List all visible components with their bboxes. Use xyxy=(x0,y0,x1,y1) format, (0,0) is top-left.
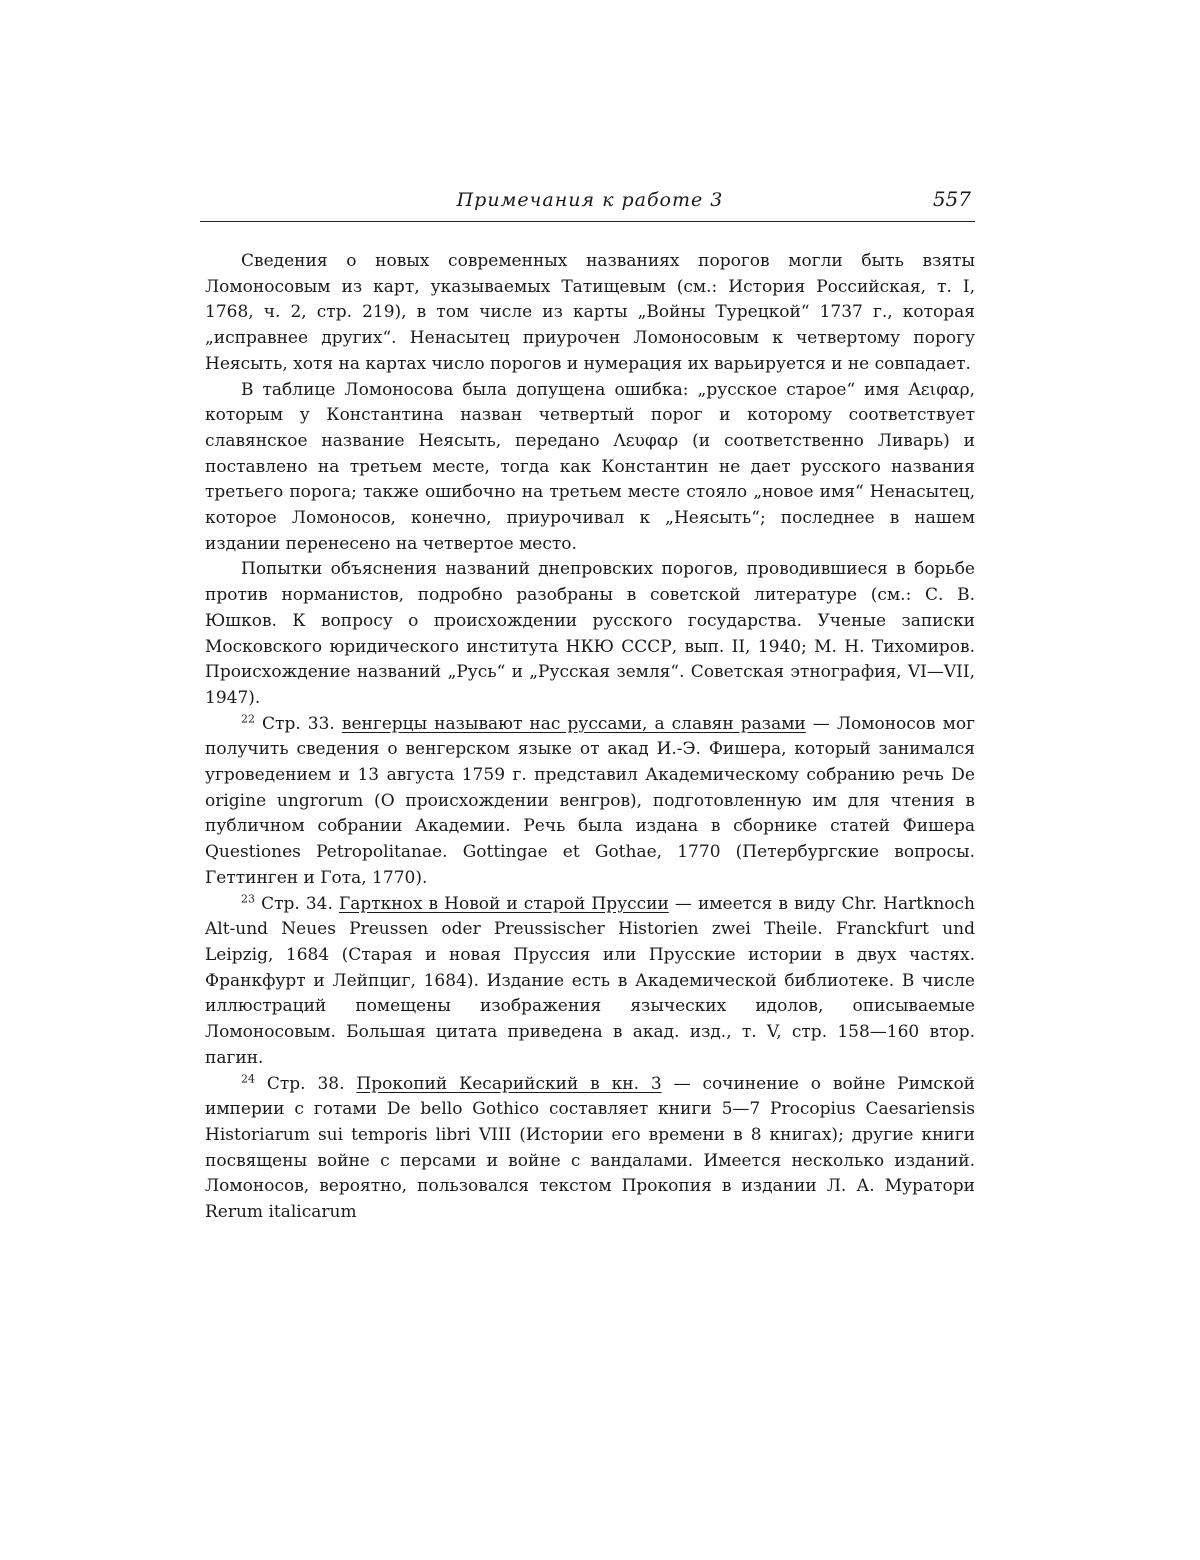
body-text xyxy=(205,249,975,1226)
running-title: Примечания к работе 3 xyxy=(205,189,975,211)
note-text: — сочинение о войне Римской империи с готами De bello Gothico составляет книги 5—7 Procopius Caesariensis Historiarum sui temporis libri VIII (Истории его времени в 8 книгах); другие книги посвящены войне с персами и войне с вандалами. Имеется несколько изданий. Ломоносов, вероятно, пользовался текстом Прокопия в издании Л. А. Муратори Rerum italicarum xyxy=(205,1074,975,1223)
paragraph: В таблице Ломоносова была допущена ошибка: „русское старое“ имя Αειφαρ, которым у Константина назван четвертый порог и которому соответствует славянское название Неясыть, передано Λευφαρ (и соответственно Ливарь) и поставлено на третьем месте, тогда как Константин не дает русского названия третьего порога; также ошибочно на третьем месте стояло „новое имя“ Ненасытец, которое Ломоносов, конечно, приурочивал к „Неясыть“; последнее в нашем издании перенесено на четвертое место. xyxy=(205,378,975,558)
note-24 xyxy=(205,1072,975,1226)
note-lemma: Гарткнох в Новой и старой Пруссии xyxy=(339,894,669,914)
page-number: 557 xyxy=(933,187,971,211)
note-lemma: венгерцы называют нас руссами, а славян разами xyxy=(342,714,806,734)
header-rule xyxy=(200,221,975,222)
note-page-ref: Стр. 33. xyxy=(262,714,335,734)
note-number: 24 xyxy=(241,1072,255,1085)
note-23 xyxy=(205,892,975,1072)
paragraph: Попытки объяснения названий днепровских порогов, проводившиеся в борьбе против норманистов, подробно разобраны в советской литературе (см.: С. В. Юшков. К вопросу о происхождении русского государства. Ученые записки Московского юридического института НКЮ СССР, вып. II, 1940; М. Н. Тихомиров. Происхождение названий „Русь“ и „Русская земля“. Советская этнография, VI—VII, 1947). xyxy=(205,557,975,711)
note-22 xyxy=(205,712,975,892)
note-page-ref: Стр. 34. xyxy=(261,894,333,914)
running-header xyxy=(205,185,975,225)
document-page xyxy=(205,185,975,1226)
note-page-ref: Стр. 38. xyxy=(267,1074,345,1094)
paragraph: Сведения о новых современных названиях порогов могли быть взяты Ломоносовым из карт, указываемых Татищевым (см.: История Российская, т. I, 1768, ч. 2, стр. 219), в том числе из карты „Войны Турецкой“ 1737 г., которая „исправнее других“. Ненасытец приурочен Ломоносовым к четвертому порогу Неясыть, хотя на картах число порогов и нумерация их варьируется и не совпадает. xyxy=(205,249,975,378)
note-lemma: Прокопий Кесарийский в кн. 3 xyxy=(356,1074,661,1094)
note-text: — Ломоносов мог получить сведения о венгерском языке от акад И.-Э. Фишера, который занимался угроведением и 13 августа 1759 г. представил Академическому собранию речь De origine ungrorum (О происхождении венгров), подготовленную им для чтения в публичном собрании Академии. Речь была издана в сборнике статей Фишера Questiones Petropolitanae. Gottingae et Gothae, 1770 (Петербургские вопросы. Геттинген и Гота, 1770). xyxy=(205,714,975,888)
note-number: 22 xyxy=(241,712,255,725)
note-text: — имеется в виду Chr. Hartknoch Alt-und Neues Preussen oder Preussischer Historien zwei Theile. Franckfurt und Leipzig, 1684 (Старая и новая Пруссия или Прусские истории в двух частях. Франкфурт и Лейпциг, 1684). Издание есть в Академической библиотеке. В числе иллюстраций помещены изображения языческих идолов, описываемые Ломоносовым. Большая цитата приведена в акад. изд., т. V, стр. 158—160 втор. пагин. xyxy=(205,894,975,1068)
note-number: 23 xyxy=(241,892,255,905)
